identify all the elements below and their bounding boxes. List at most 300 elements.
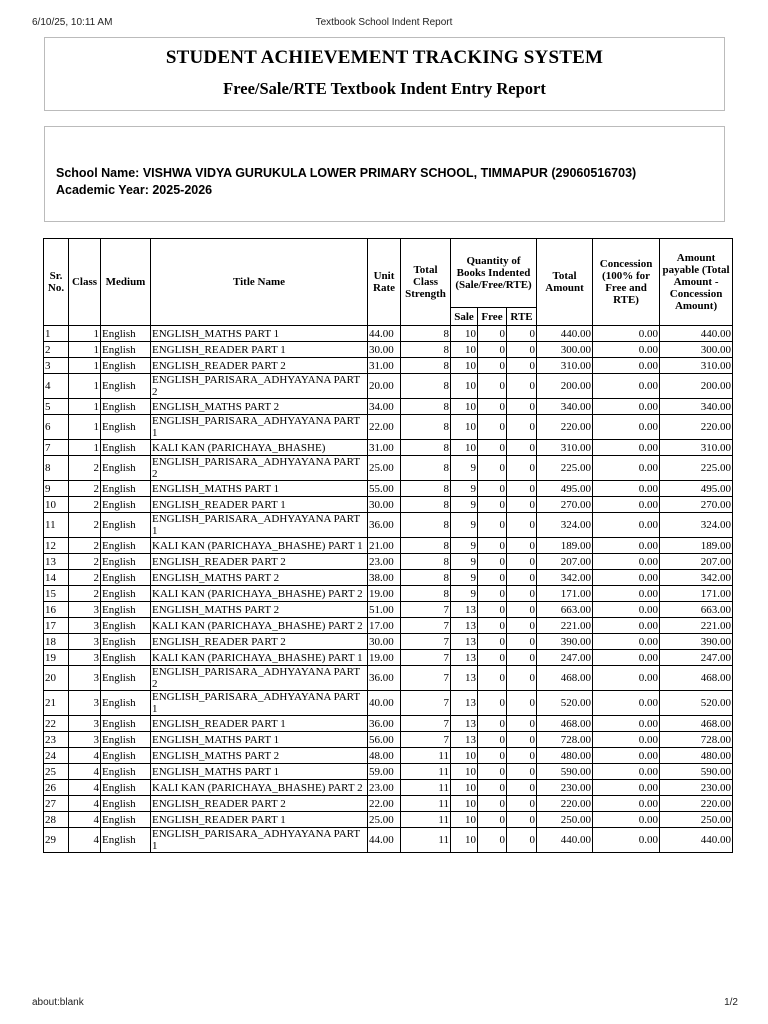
cell-amount-payable: 171.00	[660, 586, 733, 602]
cell-title-name: KALI KAN (PARICHAYA_BHASHE)	[151, 440, 368, 456]
cell-total-amount: 207.00	[537, 554, 593, 570]
cell-class-strength: 8	[401, 415, 451, 440]
cell-title-name: ENGLISH_MATHS PART 1	[151, 326, 368, 342]
header-title-name: Title Name	[151, 239, 368, 326]
cell-sale: 10	[451, 399, 478, 415]
cell-amount-payable: 590.00	[660, 764, 733, 780]
cell-medium: English	[101, 456, 151, 481]
cell-total-amount: 495.00	[537, 481, 593, 497]
cell-class: 2	[69, 456, 101, 481]
cell-medium: English	[101, 650, 151, 666]
cell-sr-no: 27	[44, 796, 69, 812]
cell-unit-rate: 44.00	[368, 828, 401, 853]
table-row	[44, 602, 733, 618]
school-name: School Name: VISHWA VIDYA GURUKULA LOWER PRIMARY SCHOOL, TIMMAPUR (29060516703)	[56, 166, 637, 180]
cell-free: 0	[478, 358, 507, 374]
cell-free: 0	[478, 812, 507, 828]
cell-medium: English	[101, 691, 151, 716]
cell-concession: 0.00	[593, 374, 660, 399]
cell-medium: English	[101, 513, 151, 538]
table-row	[44, 748, 733, 764]
cell-total-amount: 590.00	[537, 764, 593, 780]
cell-rte: 0	[507, 691, 537, 716]
cell-total-amount: 728.00	[537, 732, 593, 748]
cell-class: 3	[69, 602, 101, 618]
cell-concession: 0.00	[593, 812, 660, 828]
cell-unit-rate: 56.00	[368, 732, 401, 748]
cell-class: 2	[69, 554, 101, 570]
cell-unit-rate: 59.00	[368, 764, 401, 780]
cell-free: 0	[478, 538, 507, 554]
cell-unit-rate: 36.00	[368, 666, 401, 691]
cell-unit-rate: 21.00	[368, 538, 401, 554]
cell-medium: English	[101, 602, 151, 618]
table-row	[44, 399, 733, 415]
cell-medium: English	[101, 358, 151, 374]
cell-sr-no: 23	[44, 732, 69, 748]
cell-unit-rate: 36.00	[368, 716, 401, 732]
cell-amount-payable: 468.00	[660, 716, 733, 732]
table-row	[44, 570, 733, 586]
cell-unit-rate: 44.00	[368, 326, 401, 342]
cell-total-amount: 270.00	[537, 497, 593, 513]
table-row	[44, 554, 733, 570]
cell-sr-no: 19	[44, 650, 69, 666]
cell-rte: 0	[507, 513, 537, 538]
cell-class: 1	[69, 399, 101, 415]
cell-class-strength: 8	[401, 586, 451, 602]
cell-concession: 0.00	[593, 570, 660, 586]
cell-rte: 0	[507, 796, 537, 812]
table-row	[44, 538, 733, 554]
cell-unit-rate: 22.00	[368, 415, 401, 440]
cell-class: 3	[69, 618, 101, 634]
cell-rte: 0	[507, 456, 537, 481]
cell-unit-rate: 20.00	[368, 374, 401, 399]
cell-total-amount: 440.00	[537, 326, 593, 342]
cell-total-amount: 247.00	[537, 650, 593, 666]
cell-sale: 9	[451, 497, 478, 513]
cell-concession: 0.00	[593, 691, 660, 716]
cell-concession: 0.00	[593, 650, 660, 666]
cell-total-amount: 663.00	[537, 602, 593, 618]
cell-medium: English	[101, 812, 151, 828]
cell-concession: 0.00	[593, 440, 660, 456]
table-row	[44, 764, 733, 780]
cell-free: 0	[478, 748, 507, 764]
table-row	[44, 732, 733, 748]
cell-title-name: KALI KAN (PARICHAYA_BHASHE) PART 2	[151, 780, 368, 796]
cell-title-name: ENGLISH_PARISARA_ADHYAYANA PART 1	[151, 415, 368, 440]
cell-amount-payable: 200.00	[660, 374, 733, 399]
cell-title-name: ENGLISH_PARISARA_ADHYAYANA PART 1	[151, 513, 368, 538]
cell-class: 2	[69, 538, 101, 554]
cell-amount-payable: 270.00	[660, 497, 733, 513]
cell-total-amount: 342.00	[537, 570, 593, 586]
table-row	[44, 415, 733, 440]
cell-medium: English	[101, 748, 151, 764]
cell-rte: 0	[507, 764, 537, 780]
cell-concession: 0.00	[593, 358, 660, 374]
cell-sr-no: 25	[44, 764, 69, 780]
cell-sr-no: 2	[44, 342, 69, 358]
cell-unit-rate: 48.00	[368, 748, 401, 764]
cell-sr-no: 10	[44, 497, 69, 513]
cell-sale: 10	[451, 828, 478, 853]
cell-concession: 0.00	[593, 666, 660, 691]
cell-unit-rate: 36.00	[368, 513, 401, 538]
cell-class-strength: 8	[401, 399, 451, 415]
cell-medium: English	[101, 634, 151, 650]
cell-concession: 0.00	[593, 481, 660, 497]
cell-medium: English	[101, 716, 151, 732]
table-row	[44, 634, 733, 650]
cell-class: 3	[69, 716, 101, 732]
cell-free: 0	[478, 456, 507, 481]
cell-sr-no: 28	[44, 812, 69, 828]
cell-amount-payable: 390.00	[660, 634, 733, 650]
cell-amount-payable: 495.00	[660, 481, 733, 497]
cell-class: 1	[69, 440, 101, 456]
cell-title-name: KALI KAN (PARICHAYA_BHASHE) PART 1	[151, 538, 368, 554]
cell-total-amount: 340.00	[537, 399, 593, 415]
school-info-box	[44, 126, 725, 222]
cell-free: 0	[478, 780, 507, 796]
cell-total-amount: 200.00	[537, 374, 593, 399]
cell-sale: 9	[451, 456, 478, 481]
table-row	[44, 618, 733, 634]
cell-title-name: ENGLISH_READER PART 2	[151, 554, 368, 570]
cell-sale: 13	[451, 602, 478, 618]
cell-title-name: KALI KAN (PARICHAYA_BHASHE) PART 2	[151, 586, 368, 602]
cell-free: 0	[478, 570, 507, 586]
cell-concession: 0.00	[593, 618, 660, 634]
cell-rte: 0	[507, 440, 537, 456]
cell-title-name: KALI KAN (PARICHAYA_BHASHE) PART 1	[151, 650, 368, 666]
cell-class: 3	[69, 691, 101, 716]
cell-free: 0	[478, 554, 507, 570]
cell-title-name: ENGLISH_PARISARA_ADHYAYANA PART 1	[151, 691, 368, 716]
table-header	[44, 239, 733, 326]
table-row	[44, 650, 733, 666]
table-row	[44, 513, 733, 538]
cell-concession: 0.00	[593, 748, 660, 764]
cell-amount-payable: 250.00	[660, 812, 733, 828]
cell-total-amount: 310.00	[537, 358, 593, 374]
page-number: 1/2	[724, 997, 738, 1008]
cell-concession: 0.00	[593, 415, 660, 440]
table-body	[44, 326, 733, 853]
cell-unit-rate: 25.00	[368, 812, 401, 828]
cell-amount-payable: 440.00	[660, 326, 733, 342]
table-row	[44, 796, 733, 812]
cell-class-strength: 8	[401, 554, 451, 570]
cell-class-strength: 7	[401, 650, 451, 666]
header-total-amount: Total Amount	[537, 239, 593, 326]
header-sale: Sale	[451, 308, 478, 326]
cell-unit-rate: 51.00	[368, 602, 401, 618]
cell-class: 3	[69, 666, 101, 691]
cell-free: 0	[478, 618, 507, 634]
cell-amount-payable: 247.00	[660, 650, 733, 666]
cell-class-strength: 8	[401, 538, 451, 554]
cell-medium: English	[101, 796, 151, 812]
cell-title-name: ENGLISH_READER PART 1	[151, 812, 368, 828]
cell-class-strength: 8	[401, 570, 451, 586]
cell-rte: 0	[507, 812, 537, 828]
cell-class-strength: 11	[401, 828, 451, 853]
cell-unit-rate: 38.00	[368, 570, 401, 586]
cell-rte: 0	[507, 650, 537, 666]
cell-sr-no: 24	[44, 748, 69, 764]
cell-unit-rate: 25.00	[368, 456, 401, 481]
cell-concession: 0.00	[593, 456, 660, 481]
cell-amount-payable: 220.00	[660, 415, 733, 440]
cell-medium: English	[101, 618, 151, 634]
table-row	[44, 342, 733, 358]
cell-free: 0	[478, 415, 507, 440]
cell-sale: 13	[451, 691, 478, 716]
cell-rte: 0	[507, 828, 537, 853]
cell-class-strength: 11	[401, 764, 451, 780]
cell-rte: 0	[507, 497, 537, 513]
cell-concession: 0.00	[593, 538, 660, 554]
cell-title-name: ENGLISH_READER PART 2	[151, 358, 368, 374]
cell-sr-no: 5	[44, 399, 69, 415]
cell-medium: English	[101, 342, 151, 358]
cell-rte: 0	[507, 326, 537, 342]
cell-sr-no: 9	[44, 481, 69, 497]
cell-amount-payable: 310.00	[660, 358, 733, 374]
cell-title-name: ENGLISH_PARISARA_ADHYAYANA PART 2	[151, 666, 368, 691]
cell-class: 3	[69, 634, 101, 650]
cell-free: 0	[478, 732, 507, 748]
cell-concession: 0.00	[593, 828, 660, 853]
cell-rte: 0	[507, 748, 537, 764]
cell-class-strength: 8	[401, 513, 451, 538]
cell-sr-no: 15	[44, 586, 69, 602]
cell-rte: 0	[507, 732, 537, 748]
cell-title-name: ENGLISH_READER PART 1	[151, 716, 368, 732]
cell-amount-payable: 342.00	[660, 570, 733, 586]
cell-free: 0	[478, 650, 507, 666]
header-rte: RTE	[507, 308, 537, 326]
cell-free: 0	[478, 716, 507, 732]
cell-medium: English	[101, 732, 151, 748]
cell-title-name: ENGLISH_MATHS PART 2	[151, 748, 368, 764]
cell-title-name: ENGLISH_MATHS PART 2	[151, 399, 368, 415]
academic-year: Academic Year: 2025-2026	[56, 183, 213, 197]
cell-class-strength: 8	[401, 358, 451, 374]
cell-rte: 0	[507, 399, 537, 415]
cell-sale: 13	[451, 716, 478, 732]
cell-amount-payable: 189.00	[660, 538, 733, 554]
cell-amount-payable: 225.00	[660, 456, 733, 481]
table-row	[44, 716, 733, 732]
cell-free: 0	[478, 440, 507, 456]
cell-sale: 10	[451, 440, 478, 456]
cell-total-amount: 250.00	[537, 812, 593, 828]
cell-class: 2	[69, 481, 101, 497]
header-medium: Medium	[101, 239, 151, 326]
cell-class-strength: 8	[401, 326, 451, 342]
cell-free: 0	[478, 399, 507, 415]
header-class: Class	[69, 239, 101, 326]
cell-concession: 0.00	[593, 796, 660, 812]
cell-class-strength: 11	[401, 780, 451, 796]
cell-title-name: ENGLISH_MATHS PART 2	[151, 570, 368, 586]
cell-medium: English	[101, 481, 151, 497]
report-title-box	[44, 37, 725, 111]
cell-amount-payable: 300.00	[660, 342, 733, 358]
cell-concession: 0.00	[593, 716, 660, 732]
cell-title-name: ENGLISH_READER PART 1	[151, 497, 368, 513]
cell-total-amount: 189.00	[537, 538, 593, 554]
cell-free: 0	[478, 513, 507, 538]
cell-amount-payable: 324.00	[660, 513, 733, 538]
cell-amount-payable: 728.00	[660, 732, 733, 748]
cell-medium: English	[101, 326, 151, 342]
cell-class-strength: 8	[401, 440, 451, 456]
cell-medium: English	[101, 570, 151, 586]
cell-free: 0	[478, 374, 507, 399]
header-concession: Concession (100% for Free and RTE)	[593, 239, 660, 326]
cell-rte: 0	[507, 374, 537, 399]
cell-title-name: ENGLISH_MATHS PART 1	[151, 732, 368, 748]
cell-medium: English	[101, 399, 151, 415]
cell-sr-no: 6	[44, 415, 69, 440]
header-quantity: Quantity of Books Indented (Sale/Free/RTE)	[451, 239, 537, 308]
cell-title-name: ENGLISH_PARISARA_ADHYAYANA PART 2	[151, 456, 368, 481]
cell-rte: 0	[507, 780, 537, 796]
cell-title-name: ENGLISH_MATHS PART 2	[151, 602, 368, 618]
header-sr-no: Sr. No.	[44, 239, 69, 326]
cell-sale: 10	[451, 326, 478, 342]
cell-amount-payable: 440.00	[660, 828, 733, 853]
cell-total-amount: 468.00	[537, 666, 593, 691]
cell-unit-rate: 55.00	[368, 481, 401, 497]
cell-rte: 0	[507, 358, 537, 374]
cell-sr-no: 20	[44, 666, 69, 691]
cell-total-amount: 390.00	[537, 634, 593, 650]
cell-class: 4	[69, 796, 101, 812]
cell-sale: 10	[451, 764, 478, 780]
cell-unit-rate: 31.00	[368, 358, 401, 374]
cell-unit-rate: 23.00	[368, 780, 401, 796]
cell-class-strength: 11	[401, 748, 451, 764]
cell-sale: 10	[451, 358, 478, 374]
cell-title-name: ENGLISH_READER PART 2	[151, 796, 368, 812]
cell-medium: English	[101, 374, 151, 399]
report-subtitle: Free/Sale/RTE Textbook Indent Entry Report	[223, 79, 546, 98]
cell-free: 0	[478, 796, 507, 812]
cell-title-name: ENGLISH_MATHS PART 1	[151, 481, 368, 497]
cell-rte: 0	[507, 415, 537, 440]
cell-class: 3	[69, 732, 101, 748]
cell-unit-rate: 31.00	[368, 440, 401, 456]
cell-sr-no: 29	[44, 828, 69, 853]
cell-concession: 0.00	[593, 634, 660, 650]
cell-title-name: KALI KAN (PARICHAYA_BHASHE) PART 2	[151, 618, 368, 634]
table-row	[44, 456, 733, 481]
cell-concession: 0.00	[593, 586, 660, 602]
cell-unit-rate: 30.00	[368, 634, 401, 650]
cell-amount-payable: 207.00	[660, 554, 733, 570]
cell-sale: 9	[451, 554, 478, 570]
cell-sale: 9	[451, 513, 478, 538]
cell-free: 0	[478, 666, 507, 691]
cell-amount-payable: 480.00	[660, 748, 733, 764]
cell-sr-no: 21	[44, 691, 69, 716]
cell-rte: 0	[507, 716, 537, 732]
cell-rte: 0	[507, 602, 537, 618]
table-row	[44, 828, 733, 853]
cell-unit-rate: 23.00	[368, 554, 401, 570]
cell-free: 0	[478, 481, 507, 497]
cell-class-strength: 7	[401, 666, 451, 691]
cell-rte: 0	[507, 586, 537, 602]
cell-class: 4	[69, 812, 101, 828]
cell-sr-no: 22	[44, 716, 69, 732]
cell-medium: English	[101, 554, 151, 570]
cell-free: 0	[478, 764, 507, 780]
cell-concession: 0.00	[593, 554, 660, 570]
table-row	[44, 481, 733, 497]
table-row	[44, 497, 733, 513]
cell-class-strength: 7	[401, 716, 451, 732]
cell-total-amount: 230.00	[537, 780, 593, 796]
cell-unit-rate: 17.00	[368, 618, 401, 634]
cell-class: 1	[69, 415, 101, 440]
cell-rte: 0	[507, 538, 537, 554]
header-free: Free	[478, 308, 507, 326]
cell-title-name: ENGLISH_PARISARA_ADHYAYANA PART 1	[151, 828, 368, 853]
cell-concession: 0.00	[593, 342, 660, 358]
cell-concession: 0.00	[593, 732, 660, 748]
cell-medium: English	[101, 415, 151, 440]
cell-class-strength: 8	[401, 497, 451, 513]
cell-free: 0	[478, 342, 507, 358]
cell-concession: 0.00	[593, 326, 660, 342]
cell-sale: 13	[451, 650, 478, 666]
cell-title-name: ENGLISH_READER PART 2	[151, 634, 368, 650]
table-row	[44, 666, 733, 691]
cell-unit-rate: 22.00	[368, 796, 401, 812]
cell-class: 4	[69, 828, 101, 853]
cell-class: 2	[69, 513, 101, 538]
cell-sr-no: 26	[44, 780, 69, 796]
cell-sr-no: 13	[44, 554, 69, 570]
cell-amount-payable: 310.00	[660, 440, 733, 456]
cell-unit-rate: 30.00	[368, 342, 401, 358]
cell-sale: 10	[451, 812, 478, 828]
cell-unit-rate: 19.00	[368, 586, 401, 602]
cell-unit-rate: 19.00	[368, 650, 401, 666]
table-row	[44, 374, 733, 399]
cell-rte: 0	[507, 570, 537, 586]
cell-medium: English	[101, 666, 151, 691]
cell-total-amount: 220.00	[537, 796, 593, 812]
cell-sr-no: 17	[44, 618, 69, 634]
cell-class-strength: 8	[401, 481, 451, 497]
cell-sale: 13	[451, 618, 478, 634]
cell-sale: 10	[451, 342, 478, 358]
cell-sale: 9	[451, 538, 478, 554]
cell-rte: 0	[507, 634, 537, 650]
cell-class: 1	[69, 374, 101, 399]
table-row	[44, 780, 733, 796]
cell-concession: 0.00	[593, 399, 660, 415]
